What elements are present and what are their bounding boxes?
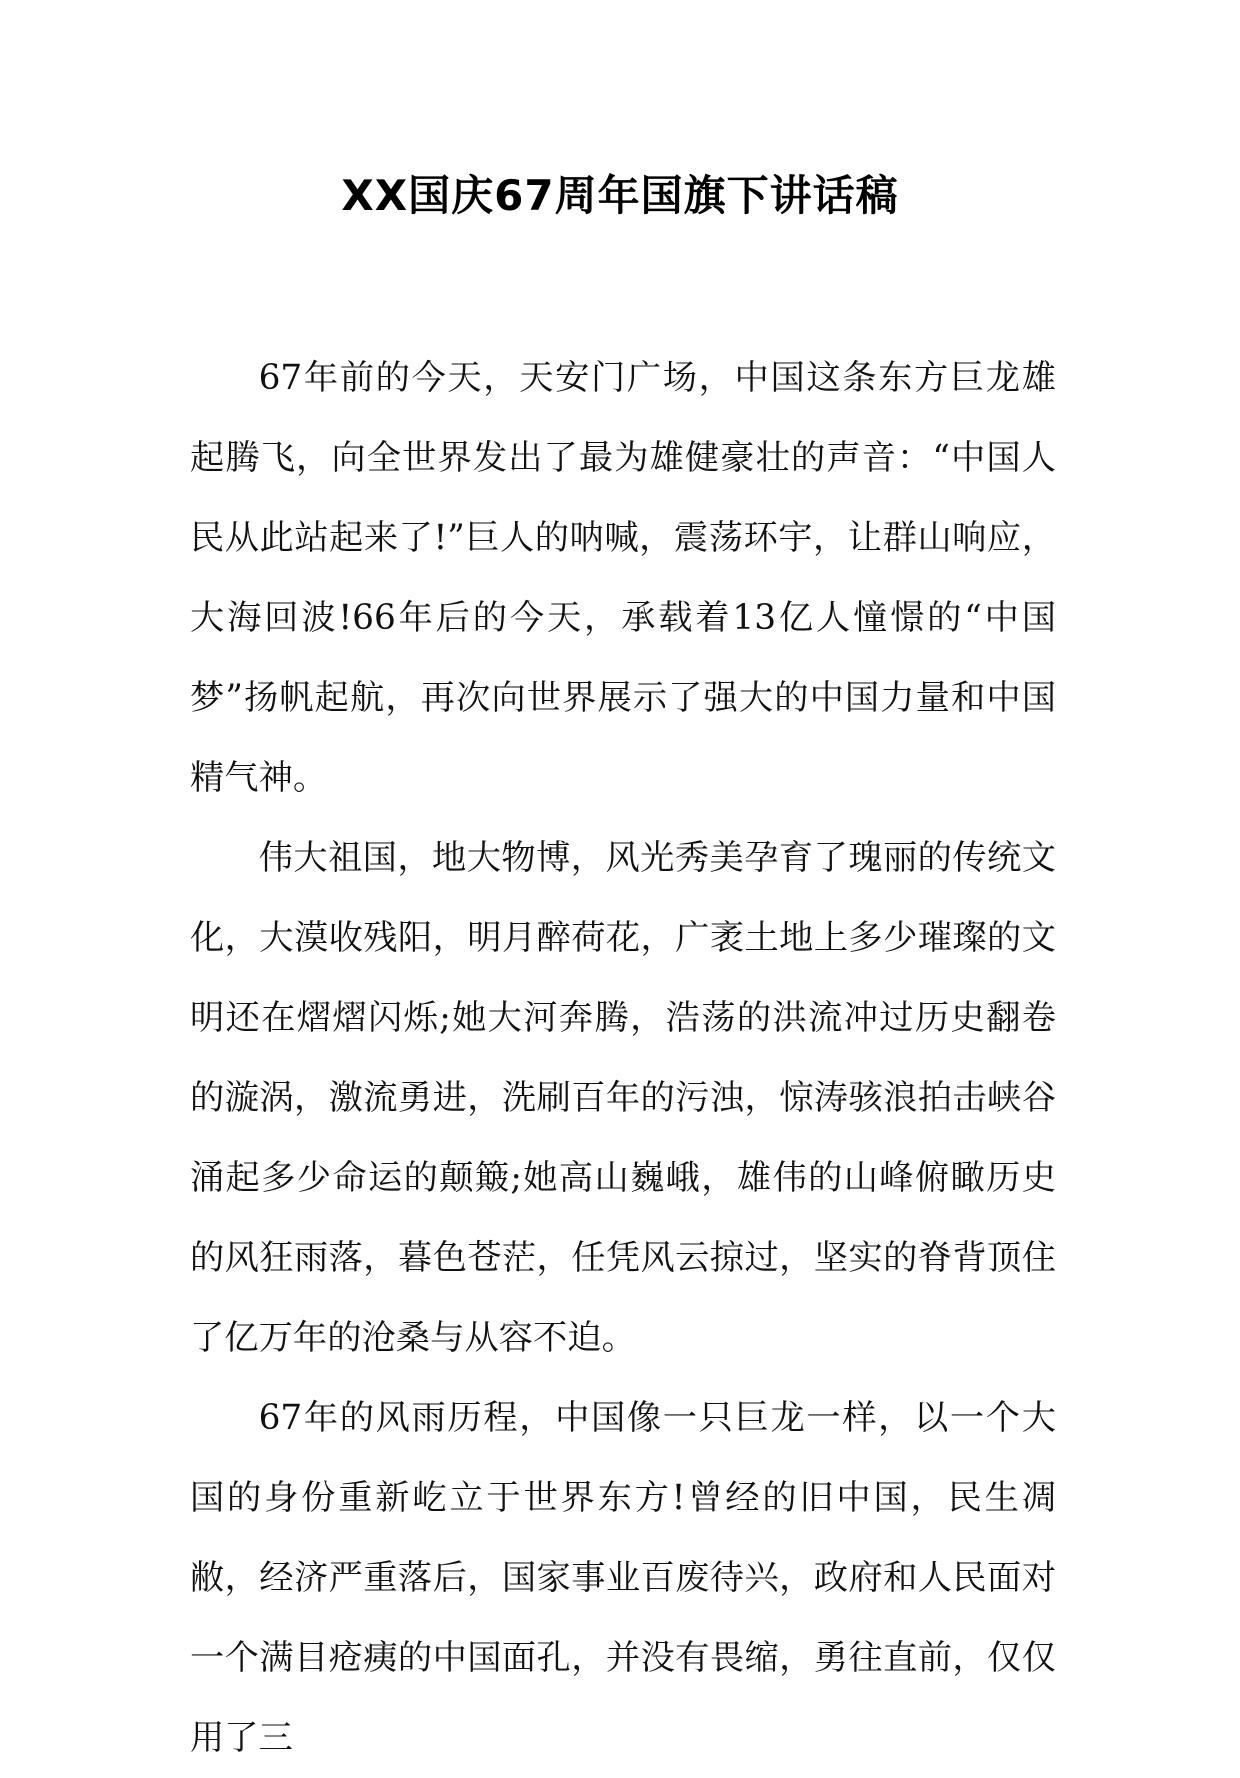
document-body xyxy=(190,338,1056,1778)
document-title: XX国庆67周年国旗下讲话稿 xyxy=(341,171,899,220)
paragraph-2: 伟大祖国，地大物博，风光秀美孕育了瑰丽的传统文化，大漠收残阳，明月醉荷花，广袤土地上多少璀璨的文明还在熠熠闪烁;她大河奔腾，浩荡的洪流冲过历史翻卷的漩涡，激流勇进，洗刷百年的污浊，惊涛骇浪拍击峡谷涌起多少命运的颠簸;她高山巍峨，雄伟的山峰俯瞰历史的风狂雨落，暮色苍茫，任凭风云掠过，坚实的脊背顶住了亿万年的沧桑与从容不迫。 xyxy=(190,838,1056,1358)
paragraph-3: 67年的风雨历程，中国像一只巨龙一样，以一个大国的身份重新屹立于世界东方!曾经的旧中国，民生凋敝，经济严重落后，国家事业百废待兴，政府和人民面对一个满目疮痍的中国面孔，并没有畏缩，勇往直前，仅仅用了三 xyxy=(190,1398,1056,1758)
paragraph-1: 67年前的今天，天安门广场，中国这条东方巨龙雄起腾飞，向全世界发出了最为雄健豪壮的声音：“中国人民从此站起来了!”巨人的呐喊，震荡环宇，让群山响应，大海回波!66年后的今天，承载着13亿人憧憬的“中国梦”扬帆起航，再次向世界展示了强大的中国力量和中国精气神。 xyxy=(190,358,1056,798)
